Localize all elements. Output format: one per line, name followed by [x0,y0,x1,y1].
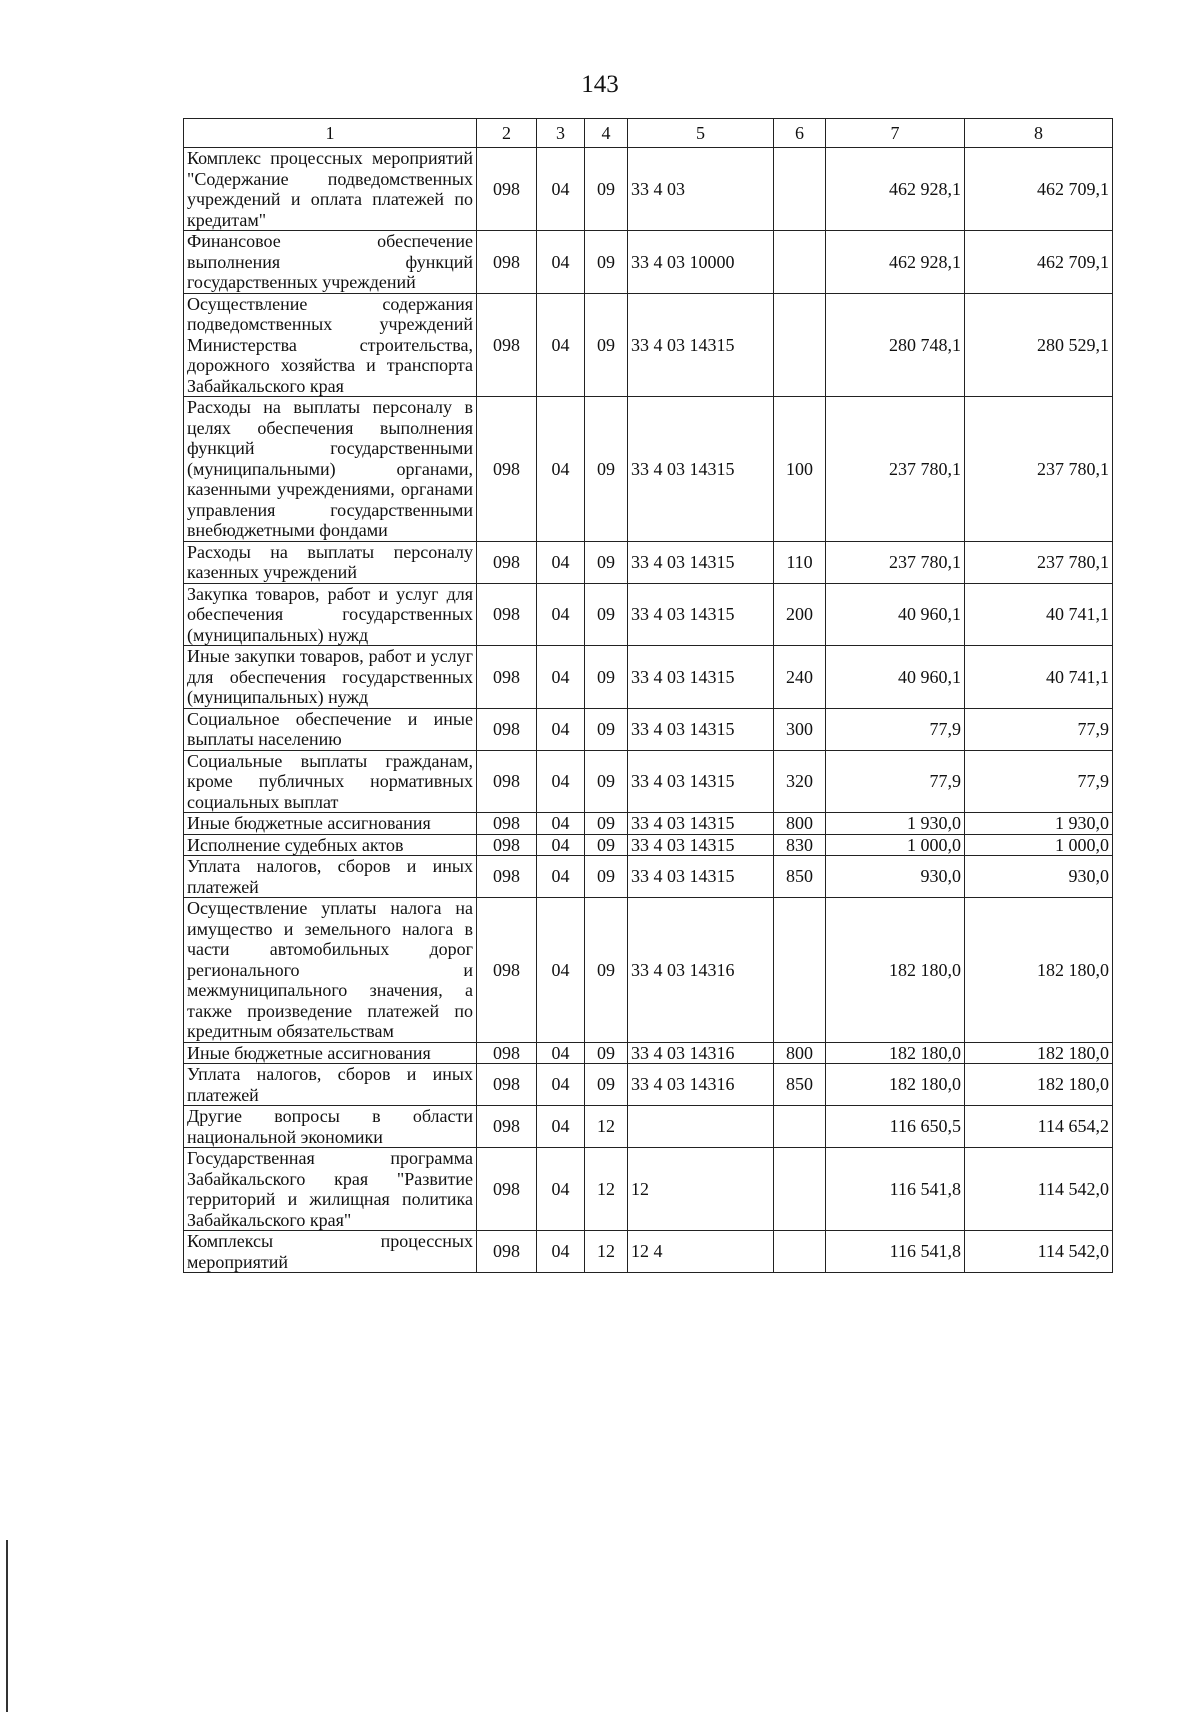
cell-subsection: 09 [585,708,628,750]
cell-grbs: 098 [477,813,537,835]
cell-amount-year2: 462 709,1 [965,148,1113,231]
table-row [184,583,1113,646]
cell-amount-year2: 77,9 [965,750,1113,813]
cell-subsection: 09 [585,397,628,542]
cell-description: Государственная программа Забайкальского края "Развитие территорий и жилищная политика Забайкальского края" [184,1148,477,1231]
table-row [184,834,1113,856]
cell-grbs: 098 [477,1042,537,1064]
col-header: 6 [774,119,826,148]
table-row [184,898,1113,1043]
table-row [184,148,1113,231]
cell-section: 04 [537,1148,585,1231]
cell-description: Другие вопросы в области национальной экономики [184,1106,477,1148]
cell-expense-type: 320 [774,750,826,813]
table-row [184,231,1113,294]
cell-grbs: 098 [477,583,537,646]
cell-grbs: 098 [477,293,537,397]
cell-subsection: 09 [585,583,628,646]
cell-amount-year1: 280 748,1 [826,293,965,397]
cell-section: 04 [537,1106,585,1148]
cell-expense-type [774,898,826,1043]
cell-subsection: 09 [585,898,628,1043]
cell-amount-year1: 1 930,0 [826,813,965,835]
cell-amount-year2: 182 180,0 [965,1064,1113,1106]
table-row [184,1042,1113,1064]
cell-amount-year2: 182 180,0 [965,1042,1113,1064]
cell-section: 04 [537,750,585,813]
cell-amount-year1: 116 541,8 [826,1231,965,1273]
cell-amount-year1: 237 780,1 [826,541,965,583]
cell-amount-year1: 930,0 [826,856,965,898]
cell-subsection: 09 [585,750,628,813]
cell-expense-type [774,1231,826,1273]
table-row [184,856,1113,898]
cell-amount-year1: 77,9 [826,750,965,813]
cell-amount-year2: 930,0 [965,856,1113,898]
header-row [184,119,1113,148]
cell-description: Социальные выплаты гражданам, кроме публичных нормативных социальных выплат [184,750,477,813]
cell-amount-year2: 280 529,1 [965,293,1113,397]
cell-target-article: 33 4 03 14315 [628,834,774,856]
cell-subsection: 09 [585,541,628,583]
cell-section: 04 [537,397,585,542]
cell-expense-type [774,1148,826,1231]
cell-amount-year1: 116 650,5 [826,1106,965,1148]
cell-section: 04 [537,293,585,397]
cell-target-article: 33 4 03 14315 [628,293,774,397]
cell-expense-type: 830 [774,834,826,856]
cell-section: 04 [537,1042,585,1064]
cell-section: 04 [537,708,585,750]
table-row [184,646,1113,709]
cell-description: Финансовое обеспечение выполнения функций государственных учреждений [184,231,477,294]
table-row [184,750,1113,813]
cell-grbs: 098 [477,750,537,813]
cell-target-article: 33 4 03 14315 [628,646,774,709]
cell-section: 04 [537,231,585,294]
cell-amount-year2: 114 654,2 [965,1106,1113,1148]
cell-section: 04 [537,834,585,856]
cell-description: Исполнение судебных актов [184,834,477,856]
table-row [184,813,1113,835]
cell-amount-year2: 1 000,0 [965,834,1113,856]
cell-description: Расходы на выплаты персоналу в целях обеспечения выполнения функций государственными (муниципальными) органами, казенными учреждениями, органами управления государственными внебюджетными фондами [184,397,477,542]
col-header: 3 [537,119,585,148]
cell-subsection: 09 [585,1064,628,1106]
cell-amount-year1: 182 180,0 [826,1064,965,1106]
cell-section: 04 [537,813,585,835]
cell-amount-year1: 182 180,0 [826,898,965,1043]
cell-subsection: 09 [585,148,628,231]
cell-expense-type: 800 [774,813,826,835]
cell-subsection: 09 [585,646,628,709]
cell-grbs: 098 [477,834,537,856]
cell-target-article: 12 4 [628,1231,774,1273]
cell-section: 04 [537,898,585,1043]
cell-grbs: 098 [477,231,537,294]
cell-target-article: 33 4 03 14315 [628,583,774,646]
table-row [184,1231,1113,1273]
cell-amount-year2: 77,9 [965,708,1113,750]
cell-expense-type: 300 [774,708,826,750]
col-header: 8 [965,119,1113,148]
cell-subsection: 12 [585,1106,628,1148]
cell-grbs: 098 [477,898,537,1043]
cell-section: 04 [537,1064,585,1106]
page-number: 143 [581,71,619,98]
col-header: 5 [628,119,774,148]
cell-description: Расходы на выплаты персоналу казенных учреждений [184,541,477,583]
cell-amount-year2: 114 542,0 [965,1148,1113,1231]
cell-expense-type [774,1106,826,1148]
cell-section: 04 [537,1231,585,1273]
cell-grbs: 098 [477,1064,537,1106]
table-row [184,541,1113,583]
cell-target-article: 33 4 03 14316 [628,1064,774,1106]
cell-section: 04 [537,583,585,646]
cell-grbs: 098 [477,646,537,709]
cell-expense-type [774,293,826,397]
cell-target-article: 12 [628,1148,774,1231]
cell-description: Закупка товаров, работ и услуг для обеспечения государственных (муниципальных) нужд [184,583,477,646]
cell-amount-year1: 1 000,0 [826,834,965,856]
cell-target-article [628,1106,774,1148]
cell-target-article: 33 4 03 [628,148,774,231]
cell-amount-year1: 40 960,1 [826,583,965,646]
col-header: 2 [477,119,537,148]
cell-amount-year2: 40 741,1 [965,646,1113,709]
cell-amount-year1: 237 780,1 [826,397,965,542]
col-header: 7 [826,119,965,148]
cell-grbs: 098 [477,148,537,231]
cell-amount-year1: 462 928,1 [826,148,965,231]
cell-expense-type: 850 [774,856,826,898]
cell-amount-year1: 77,9 [826,708,965,750]
cell-subsection: 09 [585,231,628,294]
cell-target-article: 33 4 03 14315 [628,813,774,835]
cell-amount-year2: 182 180,0 [965,898,1113,1043]
cell-grbs: 098 [477,856,537,898]
cell-amount-year2: 462 709,1 [965,231,1113,294]
cell-description: Комплексы процессных мероприятий [184,1231,477,1273]
table-row [184,1148,1113,1231]
cell-expense-type: 800 [774,1042,826,1064]
cell-amount-year2: 40 741,1 [965,583,1113,646]
cell-description: Иные бюджетные ассигнования [184,1042,477,1064]
cell-description: Иные закупки товаров, работ и услуг для обеспечения государственных (муниципальных) нужд [184,646,477,709]
cell-grbs: 098 [477,708,537,750]
table-row [184,1064,1113,1106]
cell-expense-type [774,231,826,294]
budget-table [183,118,1113,1273]
table-row [184,293,1113,397]
cell-expense-type: 240 [774,646,826,709]
cell-description: Осуществление содержания подведомственных учреждений Министерства строительства, дорожного хозяйства и транспорта Забайкальского края [184,293,477,397]
cell-amount-year2: 114 542,0 [965,1231,1113,1273]
cell-subsection: 09 [585,834,628,856]
cell-expense-type: 850 [774,1064,826,1106]
cell-grbs: 098 [477,1106,537,1148]
cell-target-article: 33 4 03 14316 [628,1042,774,1064]
table-row [184,1106,1113,1148]
table-row [184,708,1113,750]
cell-subsection: 12 [585,1231,628,1273]
cell-expense-type: 100 [774,397,826,542]
col-header: 4 [585,119,628,148]
cell-section: 04 [537,646,585,709]
cell-amount-year2: 237 780,1 [965,397,1113,542]
cell-description: Уплата налогов, сборов и иных платежей [184,1064,477,1106]
cell-description: Иные бюджетные ассигнования [184,813,477,835]
cell-subsection: 09 [585,293,628,397]
cell-description: Комплекс процессных мероприятий "Содержание подведомственных учреждений и оплата платежей по кредитам" [184,148,477,231]
cell-target-article: 33 4 03 14316 [628,898,774,1043]
cell-target-article: 33 4 03 14315 [628,750,774,813]
cell-amount-year1: 116 541,8 [826,1148,965,1231]
table-row [184,397,1113,542]
cell-amount-year1: 182 180,0 [826,1042,965,1064]
cell-section: 04 [537,856,585,898]
cell-expense-type: 110 [774,541,826,583]
cell-expense-type [774,148,826,231]
cell-amount-year2: 1 930,0 [965,813,1113,835]
cell-subsection: 12 [585,1148,628,1231]
cell-description: Социальное обеспечение и иные выплаты населению [184,708,477,750]
cell-description: Уплата налогов, сборов и иных платежей [184,856,477,898]
cell-expense-type: 200 [774,583,826,646]
cell-section: 04 [537,148,585,231]
cell-description: Осуществление уплаты налога на имущество и земельного налога в части автомобильных дорог регионального и межмуниципального значения, а также произведение платежей по кредитным обязательствам [184,898,477,1043]
cell-grbs: 098 [477,1148,537,1231]
cell-section: 04 [537,541,585,583]
cell-subsection: 09 [585,1042,628,1064]
scan-edge-mark [6,1540,8,1712]
cell-amount-year1: 40 960,1 [826,646,965,709]
cell-grbs: 098 [477,541,537,583]
cell-grbs: 098 [477,397,537,542]
cell-target-article: 33 4 03 14315 [628,541,774,583]
cell-target-article: 33 4 03 14315 [628,708,774,750]
cell-grbs: 098 [477,1231,537,1273]
cell-amount-year1: 462 928,1 [826,231,965,294]
cell-amount-year2: 237 780,1 [965,541,1113,583]
cell-subsection: 09 [585,856,628,898]
cell-target-article: 33 4 03 14315 [628,397,774,542]
col-header: 1 [184,119,477,148]
cell-subsection: 09 [585,813,628,835]
cell-target-article: 33 4 03 10000 [628,231,774,294]
cell-target-article: 33 4 03 14315 [628,856,774,898]
